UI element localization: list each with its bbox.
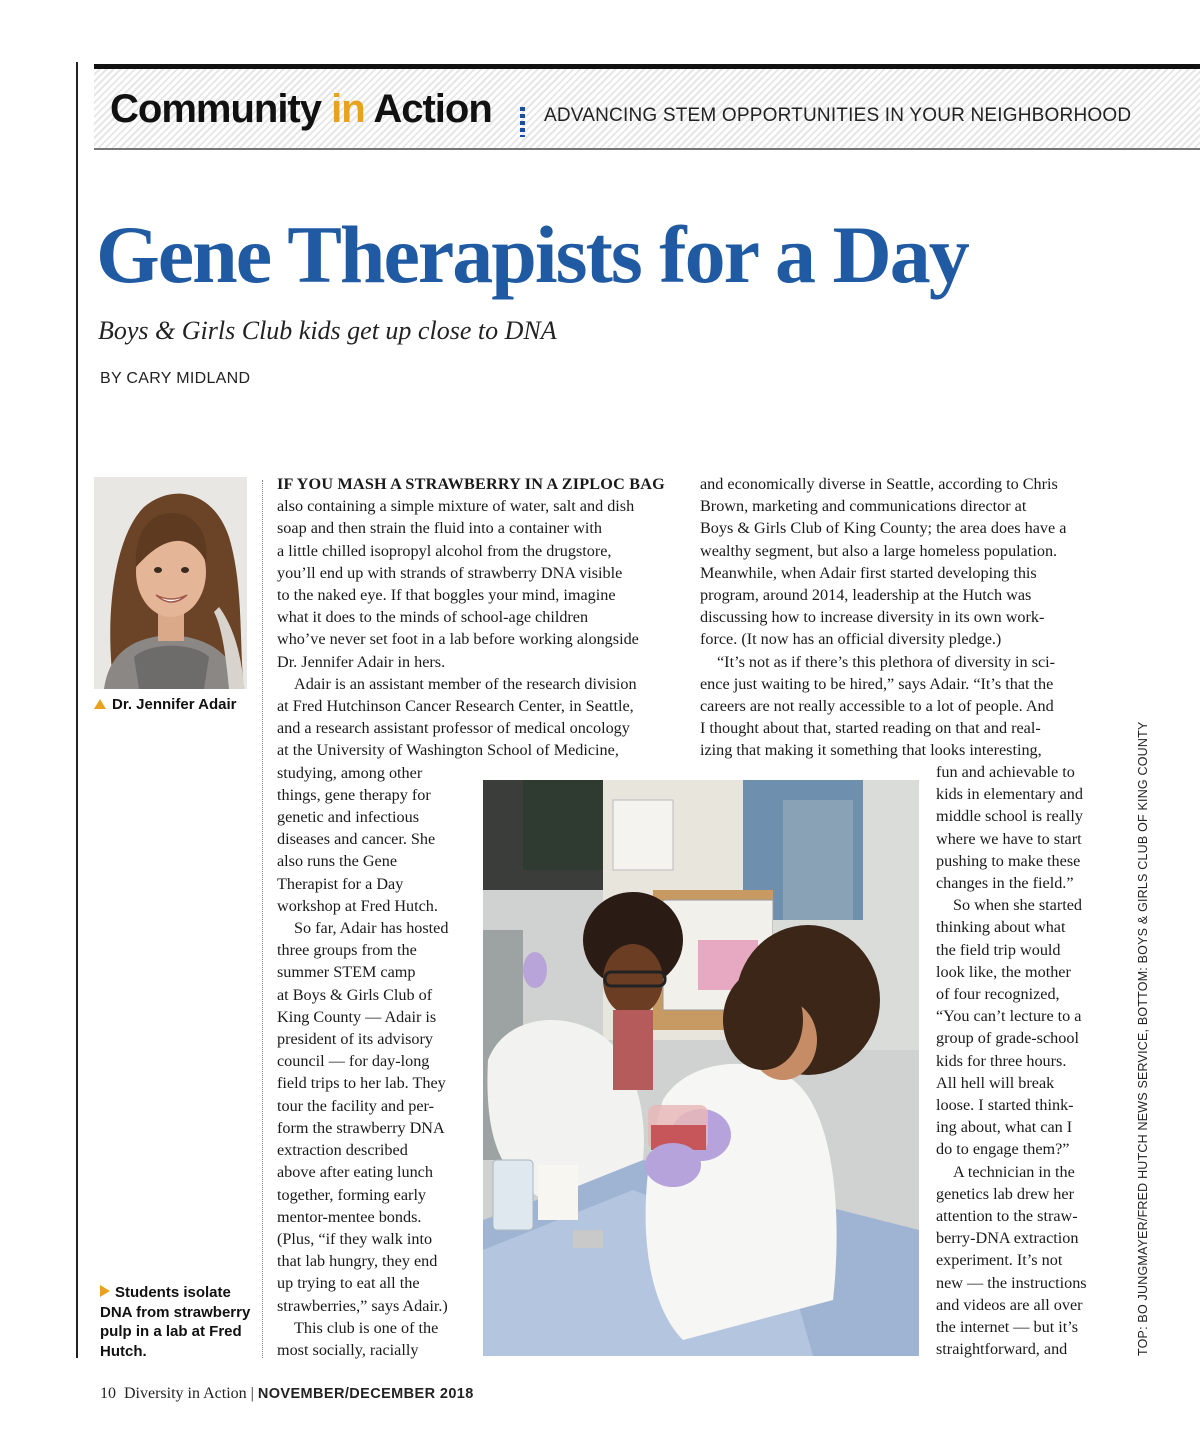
text-line: extraction described [277, 1141, 408, 1160]
text-line: I thought about that, started reading on that and real- [700, 719, 1041, 738]
text-line: pushing to make these [936, 851, 1081, 870]
text-line: straightforward, and [936, 1340, 1068, 1359]
text-line: the field trip would [936, 940, 1061, 959]
text-line: loose. I started think- [936, 1096, 1074, 1115]
text-line: workshop at Fred Hutch. [277, 896, 438, 915]
text-line: up trying to eat all the [277, 1274, 420, 1293]
text-line: who’ve never set foot in a lab before working alongside [277, 630, 639, 649]
text-line: form the strawberry DNA [277, 1118, 445, 1137]
text-line: and videos are all over [936, 1295, 1083, 1314]
section-tagline: ADVANCING STEM OPPORTUNITIES IN YOUR NEIGHBORHOOD [544, 105, 1132, 126]
article-subhead: Boys & Girls Club kids get up close to DNA [98, 316, 557, 345]
text-line: diseases and cancer. She [277, 830, 436, 849]
text-line: izing that making it something that looks interesting, [700, 741, 1042, 760]
text-line: where we have to start [936, 829, 1082, 848]
text-line: middle school is really [936, 807, 1084, 826]
section-title-word-3: Action [373, 87, 492, 131]
portrait-caption-text: Dr. Jennifer Adair [112, 696, 237, 713]
text-line: program, around 2014, leadership at the Hutch was [700, 586, 1032, 605]
text-line: you’ll end up with strands of strawberry DNA visible [277, 563, 623, 582]
text-line: new — the instructions [936, 1273, 1087, 1292]
text-line: strawberries,” says Adair.) [277, 1296, 448, 1315]
text-line: (Plus, “if they walk into [277, 1229, 433, 1248]
text-line: summer STEM camp [277, 963, 416, 982]
text-line: Dr. Jennifer Adair in hers. [277, 652, 446, 671]
text-line: that lab hungry, they end [277, 1252, 438, 1271]
section-header [94, 64, 1200, 150]
text-line: together, forming early [277, 1185, 427, 1204]
article-byline: BY CARY MIDLAND [100, 370, 251, 387]
text-line: Meanwhile, when Adair first started developing this [700, 563, 1037, 582]
photo-caption-text: Students isolate DNA from strawberry pulp in a lab at Fred Hutch. [100, 1284, 251, 1360]
text-line: kids in elementary and [936, 785, 1083, 804]
text-line: A technician in the [953, 1162, 1075, 1181]
text-line: Therapist for a Day [277, 874, 404, 893]
text-line: and economically diverse in Seattle, according to Chris [700, 475, 1058, 493]
lead-in: IF YOU MASH A STRAWBERRY IN A ZIPLOC BAG [277, 475, 665, 493]
text-line: ence just waiting to be hired,” says Adair. “It’s that the [700, 674, 1054, 693]
text-line: genetic and infectious [277, 808, 420, 827]
text-line: fun and achievable to [936, 763, 1075, 781]
text-line: force. (It now has an official diversity pledge.) [700, 630, 1002, 649]
text-line: field trips to her lab. They [277, 1074, 446, 1093]
text-line: soap and then strain the fluid into a container with [277, 519, 603, 538]
text-line: the internet — but it’s [936, 1318, 1079, 1337]
text-line: Adair is an assistant member of the research division [294, 674, 637, 693]
text-line: studying, among other [277, 763, 423, 782]
section-title-word-1: Community [110, 87, 321, 131]
photo-credit: TOP: BO JUNGMAYER/FRED HUTCH NEWS SERVICE, BOTTOM: BOYS & GIRLS CLUB OF KING COUNTY [1136, 721, 1150, 1356]
text-line: three groups from the [277, 941, 417, 960]
text-line: tour the facility and per- [277, 1096, 434, 1115]
text-line: most socially, racially [277, 1340, 419, 1359]
section-title-word-2: in [331, 87, 365, 131]
photo-caption [100, 1283, 260, 1361]
triangle-up-icon [94, 699, 106, 709]
text-line: King County — Adair is [277, 1007, 437, 1026]
text-line: genetics lab drew her [936, 1184, 1074, 1203]
text-line: mentor-mentee bonds. [277, 1207, 422, 1226]
magazine-name: Diversity in Action [124, 1385, 247, 1402]
text-line: careers are not really accessible to a lot of people. And [700, 697, 1054, 716]
text-line: things, gene therapy for [277, 785, 431, 804]
text-line: attention to the straw- [936, 1207, 1078, 1226]
text-line: council — for day-long [277, 1052, 430, 1071]
text-line: Boys & Girls Club of King County; the area does have a [700, 519, 1067, 538]
page-footer [100, 1385, 474, 1403]
text-line: Brown, marketing and communications director at [700, 497, 1027, 516]
text-line: what it does to the minds of school-age children [277, 608, 589, 627]
article-headline: Gene Therapists for a Day [96, 209, 968, 300]
issue-date: NOVEMBER/DECEMBER 2018 [257, 1386, 474, 1402]
text-line: president of its advisory [277, 1030, 434, 1049]
lab-photo [483, 780, 919, 1356]
text-line: So when she started [953, 896, 1083, 915]
column-divider [262, 480, 263, 1358]
page-number: 10 [100, 1385, 116, 1402]
text-line: group of grade-school [936, 1029, 1079, 1048]
text-line: wealthy segment, but also a large homeless population. [700, 541, 1058, 560]
text-line: and a research assistant professor of medical oncology [277, 719, 630, 738]
text-line: of four recognized, [936, 985, 1060, 1004]
portrait-photo [94, 477, 247, 689]
text-line: also containing a simple mixture of water, salt and dish [277, 497, 635, 516]
text-line: experiment. It’s not [936, 1251, 1063, 1270]
text-line: at Boys & Girls Club of [277, 985, 433, 1004]
triangle-right-icon [100, 1285, 110, 1297]
text-line: All hell will break [936, 1073, 1055, 1092]
text-line: at the University of Washington School of Medicine, [277, 741, 619, 760]
text-line: “It’s not as if there’s this plethora of diversity in sci- [717, 652, 1056, 671]
text-line: also runs the Gene [277, 852, 398, 871]
text-line: berry-DNA extraction [936, 1229, 1079, 1248]
text-line: This club is one of the [294, 1318, 439, 1337]
left-margin-rule [76, 62, 78, 1358]
portrait-caption [94, 696, 236, 713]
text-line: to the naked eye. If that boggles your mind, imagine [277, 586, 616, 605]
text-line: discussing how to increase diversity in its own work- [700, 608, 1045, 627]
text-line: kids for three hours. [936, 1051, 1067, 1070]
article-column-3 [936, 761, 1087, 1360]
section-title [110, 87, 492, 132]
header-dotted-separator [520, 107, 525, 137]
text-line: thinking about what [936, 918, 1066, 937]
footer-divider: | [250, 1385, 254, 1402]
text-line: changes in the field.” [936, 874, 1074, 893]
text-line: So far, Adair has hosted [294, 919, 449, 938]
text-line: look like, the mother [936, 962, 1071, 981]
text-line: ing about, what can I [936, 1118, 1073, 1137]
article-column-2 [700, 473, 1066, 762]
text-line: do to engage them?” [936, 1140, 1070, 1159]
text-line: “You can’t lecture to a [936, 1007, 1082, 1026]
text-line: a little chilled isopropyl alcohol from the drugstore, [277, 541, 612, 560]
text-line: at Fred Hutchinson Cancer Research Center, in Seattle, [277, 697, 634, 716]
text-line: above after eating lunch [277, 1163, 433, 1182]
